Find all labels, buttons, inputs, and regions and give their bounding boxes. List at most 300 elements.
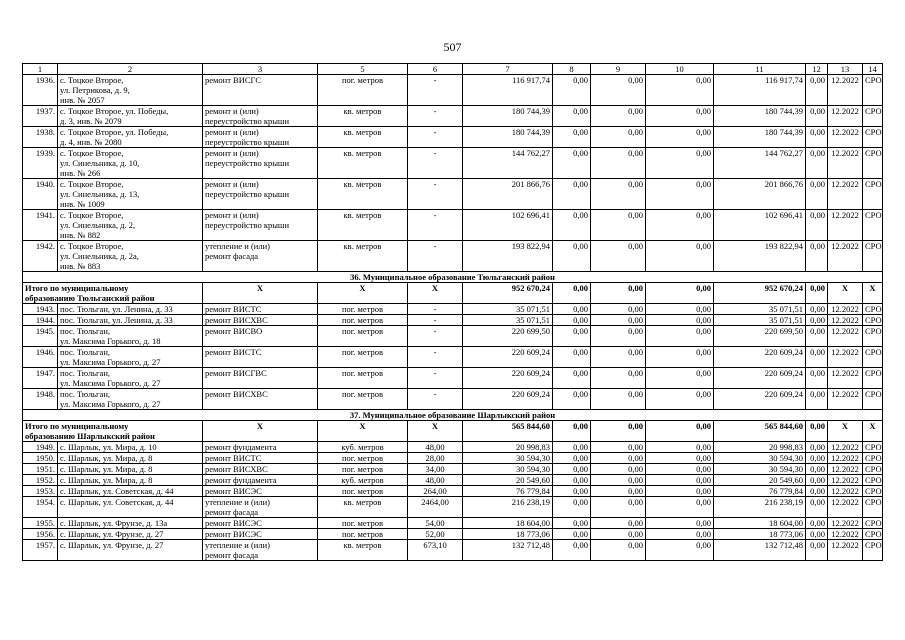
table-cell: 0,00 <box>591 497 646 518</box>
table-cell: СРО <box>863 326 883 347</box>
table-cell: СРО <box>863 389 883 410</box>
table-cell: 0,00 <box>646 529 714 540</box>
table-cell: ремонт фундамента <box>203 475 318 486</box>
table-cell: 102 696,41 <box>714 210 806 241</box>
table-cell: пос. Тюльган, ул. Максима Горького, д. 27 <box>58 368 203 389</box>
table-row <box>23 475 883 486</box>
header-cell: 2 <box>58 64 203 75</box>
table-cell: 0,00 <box>553 475 591 486</box>
table-cell: 1950. <box>23 453 58 464</box>
table-cell: с. Тоцкое Второе, ул. Синельника, д. 2, инв. № 882 <box>58 210 203 241</box>
table-cell: 12.2022 <box>828 241 863 272</box>
table-cell: 673,10 <box>408 540 463 561</box>
table-cell: 201 866,76 <box>463 179 553 210</box>
table-cell: 12.2022 <box>828 518 863 529</box>
table-cell: 0,00 <box>553 106 591 127</box>
table-cell: утепление и (или) ремонт фасада <box>203 540 318 561</box>
table-cell: ремонт ВИСТС <box>203 304 318 315</box>
table-cell: ремонт ВИСЭС <box>203 518 318 529</box>
table-row <box>23 106 883 127</box>
table-cell: 1955. <box>23 518 58 529</box>
total-cell: Х <box>203 283 318 304</box>
table-cell: 180 744,39 <box>714 106 806 127</box>
table-cell: 0,00 <box>806 75 828 106</box>
table-cell: 48,00 <box>408 442 463 453</box>
table-cell: 35 071,51 <box>463 315 553 326</box>
table-cell: 0,00 <box>806 304 828 315</box>
table-cell: ремонт ВИСТС <box>203 347 318 368</box>
table-cell: пог. метров <box>318 453 408 464</box>
table-cell: кв. метров <box>318 540 408 561</box>
table-cell: 12.2022 <box>828 148 863 179</box>
header-cell: 7 <box>463 64 553 75</box>
table-cell: ремонт и (или) переустройство крыши <box>203 179 318 210</box>
table-cell: 20 998,83 <box>463 442 553 453</box>
table-cell: - <box>408 347 463 368</box>
table-cell: с. Шарлык, ул. Мира, д. 8 <box>58 475 203 486</box>
table-cell: 0,00 <box>553 464 591 475</box>
table-cell: 0,00 <box>591 453 646 464</box>
table-cell: 0,00 <box>553 210 591 241</box>
table-cell: с. Тоцкое Второе, ул. Синельника, д. 13, инв. № 1009 <box>58 179 203 210</box>
table-cell: 193 822,94 <box>463 241 553 272</box>
table-cell: 35 071,51 <box>714 304 806 315</box>
total-cell: 0,00 <box>806 421 828 442</box>
table-cell: 1946. <box>23 347 58 368</box>
table-cell: 0,00 <box>591 127 646 148</box>
table-cell: СРО <box>863 75 883 106</box>
works-table <box>22 63 883 561</box>
table-cell: с. Шарлык, ул. Фрунзе, д. 13а <box>58 518 203 529</box>
table-cell: - <box>408 368 463 389</box>
header-cell: 5 <box>318 64 408 75</box>
total-cell: Х <box>408 421 463 442</box>
table-row <box>23 497 883 518</box>
table-cell: 0,00 <box>806 241 828 272</box>
table-cell: куб. метров <box>318 442 408 453</box>
table-cell: 0,00 <box>646 326 714 347</box>
table-cell: с. Шарлык, ул. Советская, д. 44 <box>58 497 203 518</box>
table-row <box>23 540 883 561</box>
section-header-row <box>23 410 883 421</box>
table-cell: пог. метров <box>318 529 408 540</box>
table-cell: 1937. <box>23 106 58 127</box>
table-cell: 30 594,30 <box>714 453 806 464</box>
table-cell: 0,00 <box>591 148 646 179</box>
table-cell: 0,00 <box>646 368 714 389</box>
table-cell: 12.2022 <box>828 210 863 241</box>
table-cell: 12.2022 <box>828 75 863 106</box>
page-number: 507 <box>443 40 462 54</box>
table-row <box>23 315 883 326</box>
table-row <box>23 304 883 315</box>
table-cell: пос. Тюльган, ул. Ленина, д. 33 <box>58 304 203 315</box>
total-cell: 565 844,60 <box>463 421 553 442</box>
table-cell: 12.2022 <box>828 389 863 410</box>
table-cell: 12.2022 <box>828 497 863 518</box>
table-cell: 35 071,51 <box>463 304 553 315</box>
table-cell: 0,00 <box>646 518 714 529</box>
table-cell: 0,00 <box>806 475 828 486</box>
table-cell: 0,00 <box>591 179 646 210</box>
table-cell: пог. метров <box>318 304 408 315</box>
table-cell: 0,00 <box>591 442 646 453</box>
table-cell: ремонт и (или) переустройство крыши <box>203 106 318 127</box>
section-title: 36. Муниципальное образование Тюльганский район <box>23 272 883 283</box>
table-cell: 20 549,60 <box>463 475 553 486</box>
table-cell: с. Тоцкое Второе, ул. Синельника, д. 2а, инв. № 883 <box>58 241 203 272</box>
table-cell: 12.2022 <box>828 106 863 127</box>
table-cell: 180 744,39 <box>463 127 553 148</box>
table-cell: 0,00 <box>806 486 828 497</box>
table-cell: с. Тоцкое Второе, ул. Синельника, д. 10, инв. № 266 <box>58 148 203 179</box>
table-row <box>23 389 883 410</box>
table-cell: СРО <box>863 347 883 368</box>
table-cell: 0,00 <box>806 389 828 410</box>
table-cell: - <box>408 326 463 347</box>
table-cell: ремонт ВИСХВС <box>203 464 318 475</box>
table-cell: 1938. <box>23 127 58 148</box>
table-cell: 0,00 <box>806 127 828 148</box>
table-cell: - <box>408 389 463 410</box>
table-cell: 0,00 <box>646 148 714 179</box>
header-cell: 6 <box>408 64 463 75</box>
table-cell: 20 549,60 <box>714 475 806 486</box>
table-cell: СРО <box>863 127 883 148</box>
table-cell: 0,00 <box>646 497 714 518</box>
table-row <box>23 368 883 389</box>
table-cell: куб. метров <box>318 475 408 486</box>
table-cell: ремонт ВИСЭС <box>203 486 318 497</box>
total-label: Итого по муниципальному образованию Шарлыкский район <box>23 421 203 442</box>
table-cell: 0,00 <box>553 486 591 497</box>
table-cell: 1951. <box>23 464 58 475</box>
table-cell: 0,00 <box>553 315 591 326</box>
header-cell: 14 <box>863 64 883 75</box>
table-cell: ремонт фундамента <box>203 442 318 453</box>
table-row <box>23 529 883 540</box>
table-cell: 0,00 <box>806 106 828 127</box>
table-cell: 1936. <box>23 75 58 106</box>
table-cell: 0,00 <box>806 347 828 368</box>
table-cell: СРО <box>863 210 883 241</box>
table-cell: 1943. <box>23 304 58 315</box>
table-cell: 0,00 <box>646 464 714 475</box>
total-cell: 0,00 <box>806 283 828 304</box>
table-cell: кв. метров <box>318 210 408 241</box>
table-cell: 35 071,51 <box>714 315 806 326</box>
table-cell: с. Тоцкое Второе, ул. Победы, д. 3, инв. № 2079 <box>58 106 203 127</box>
table-cell: 0,00 <box>591 518 646 529</box>
table-cell: пог. метров <box>318 326 408 347</box>
total-cell: Х <box>828 283 863 304</box>
table-cell: 0,00 <box>646 453 714 464</box>
table-cell: 0,00 <box>591 475 646 486</box>
table-cell: 116 917,74 <box>463 75 553 106</box>
table-cell: пог. метров <box>318 368 408 389</box>
table-cell: 0,00 <box>646 442 714 453</box>
total-cell: 0,00 <box>553 421 591 442</box>
table-cell: 12.2022 <box>828 540 863 561</box>
table-cell: 0,00 <box>553 529 591 540</box>
table-cell: пог. метров <box>318 486 408 497</box>
table-cell: 0,00 <box>646 304 714 315</box>
table-cell: 144 762,27 <box>714 148 806 179</box>
table-cell: 220 609,24 <box>463 368 553 389</box>
table-cell: 12.2022 <box>828 347 863 368</box>
table-cell: 12.2022 <box>828 442 863 453</box>
table-cell: ремонт ВИСЭС <box>203 529 318 540</box>
table-cell: 220 609,24 <box>463 389 553 410</box>
table-cell: 216 238,19 <box>463 497 553 518</box>
total-cell: 0,00 <box>646 283 714 304</box>
table-row <box>23 75 883 106</box>
table-cell: 0,00 <box>553 453 591 464</box>
table-cell: 12.2022 <box>828 529 863 540</box>
table-cell: 0,00 <box>553 368 591 389</box>
table-cell: с. Шарлык, ул. Советская, д. 44 <box>58 486 203 497</box>
table-cell: 116 917,74 <box>714 75 806 106</box>
table-cell: 18 773,06 <box>714 529 806 540</box>
table-cell: 102 696,41 <box>463 210 553 241</box>
table-cell: СРО <box>863 497 883 518</box>
table-cell: 220 699,50 <box>714 326 806 347</box>
table-cell: 1953. <box>23 486 58 497</box>
table-cell: - <box>408 315 463 326</box>
table-cell: 0,00 <box>553 148 591 179</box>
total-cell: 952 670,24 <box>463 283 553 304</box>
total-cell: Х <box>863 283 883 304</box>
table-cell: с. Шарлык, ул. Мира, д. 8 <box>58 464 203 475</box>
header-cell: 9 <box>591 64 646 75</box>
table-cell: 0,00 <box>646 106 714 127</box>
table-cell: 1957. <box>23 540 58 561</box>
table-cell: ремонт и (или) переустройство крыши <box>203 210 318 241</box>
table-cell: СРО <box>863 464 883 475</box>
table-cell: 0,00 <box>806 518 828 529</box>
table-row <box>23 486 883 497</box>
table-cell: 12.2022 <box>828 464 863 475</box>
total-cell: 0,00 <box>553 283 591 304</box>
table-cell: СРО <box>863 304 883 315</box>
table-cell: 0,00 <box>553 241 591 272</box>
total-cell: 565 844,60 <box>714 421 806 442</box>
table-cell: 12.2022 <box>828 486 863 497</box>
table-cell: СРО <box>863 241 883 272</box>
table-cell: утепление и (или) ремонт фасада <box>203 241 318 272</box>
table-cell: 0,00 <box>553 540 591 561</box>
table-cell: кв. метров <box>318 127 408 148</box>
table-cell: ремонт и (или) переустройство крыши <box>203 148 318 179</box>
table-cell: - <box>408 304 463 315</box>
table-cell: 132 712,48 <box>714 540 806 561</box>
table-cell: 0,00 <box>806 148 828 179</box>
table-cell: кв. метров <box>318 148 408 179</box>
table-cell: 0,00 <box>553 75 591 106</box>
table-cell: 0,00 <box>806 464 828 475</box>
header-row <box>23 64 883 75</box>
table-cell: пос. Тюльган, ул. Максима Горького, д. 18 <box>58 326 203 347</box>
total-row <box>23 421 883 442</box>
table-cell: пог. метров <box>318 464 408 475</box>
total-cell: Х <box>828 421 863 442</box>
table-cell: СРО <box>863 486 883 497</box>
table-cell: кв. метров <box>318 497 408 518</box>
table-cell: 12.2022 <box>828 127 863 148</box>
table-cell: 220 609,24 <box>714 389 806 410</box>
table-cell: 0,00 <box>646 347 714 368</box>
table-cell: ремонт ВИСГС <box>203 75 318 106</box>
header-cell: 13 <box>828 64 863 75</box>
table-cell: 1940. <box>23 179 58 210</box>
table-cell: кв. метров <box>318 241 408 272</box>
table-cell: 12.2022 <box>828 315 863 326</box>
table-cell: 0,00 <box>806 179 828 210</box>
table-cell: кв. метров <box>318 106 408 127</box>
table-cell: 0,00 <box>553 179 591 210</box>
table-cell: пог. метров <box>318 518 408 529</box>
table-cell: 0,00 <box>553 127 591 148</box>
total-cell: Х <box>318 283 408 304</box>
table-cell: ремонт ВИСГВС <box>203 368 318 389</box>
table-cell: кв. метров <box>318 179 408 210</box>
table-cell: СРО <box>863 442 883 453</box>
table-cell: СРО <box>863 179 883 210</box>
table-cell: 0,00 <box>646 540 714 561</box>
table-cell: пог. метров <box>318 347 408 368</box>
table-cell: 0,00 <box>806 529 828 540</box>
table-cell: 18 604,00 <box>463 518 553 529</box>
table-cell: СРО <box>863 540 883 561</box>
table-cell: 0,00 <box>591 486 646 497</box>
table-cell: 76 779,84 <box>463 486 553 497</box>
table-cell: 0,00 <box>591 241 646 272</box>
table-cell: 0,00 <box>806 540 828 561</box>
table-row <box>23 442 883 453</box>
table-cell: 12.2022 <box>828 326 863 347</box>
table-cell: 0,00 <box>591 210 646 241</box>
table-cell: 0,00 <box>591 106 646 127</box>
table-row <box>23 210 883 241</box>
header-cell: 12 <box>806 64 828 75</box>
total-cell: Х <box>863 421 883 442</box>
table-cell: 1949. <box>23 442 58 453</box>
table-cell: пог. метров <box>318 389 408 410</box>
table-cell: 76 779,84 <box>714 486 806 497</box>
table-cell: ремонт ВИСХВС <box>203 389 318 410</box>
table-cell: 12.2022 <box>828 453 863 464</box>
table-cell: 0,00 <box>553 389 591 410</box>
table-cell: пос. Тюльган, ул. Ленина, д. 33 <box>58 315 203 326</box>
table-cell: с. Шарлык, ул. Фрунзе, д. 27 <box>58 540 203 561</box>
table-cell: 264,00 <box>408 486 463 497</box>
table-cell: - <box>408 241 463 272</box>
table-cell: 48,00 <box>408 475 463 486</box>
table-cell: 12.2022 <box>828 179 863 210</box>
total-row <box>23 283 883 304</box>
table-cell: 18 773,06 <box>463 529 553 540</box>
table-cell: - <box>408 148 463 179</box>
table-cell: 34,00 <box>408 464 463 475</box>
table-cell: 132 712,48 <box>463 540 553 561</box>
table-cell: 0,00 <box>646 210 714 241</box>
table-cell: 0,00 <box>646 486 714 497</box>
total-label: Итого по муниципальному образованию Тюльганский район <box>23 283 203 304</box>
table-cell: 0,00 <box>553 442 591 453</box>
table-cell: 0,00 <box>806 497 828 518</box>
total-cell: Х <box>408 283 463 304</box>
table-cell: 0,00 <box>806 326 828 347</box>
table-cell: 1939. <box>23 148 58 179</box>
table-cell: СРО <box>863 315 883 326</box>
table-cell: 0,00 <box>806 210 828 241</box>
table-cell: 0,00 <box>646 389 714 410</box>
table-cell: 220 609,24 <box>463 347 553 368</box>
table-cell: 0,00 <box>806 442 828 453</box>
table-cell: утепление и (или) ремонт фасада <box>203 497 318 518</box>
table-cell: СРО <box>863 475 883 486</box>
table-cell: 1945. <box>23 326 58 347</box>
table-cell: 1952. <box>23 475 58 486</box>
table-cell: СРО <box>863 106 883 127</box>
table-row <box>23 241 883 272</box>
table-row <box>23 464 883 475</box>
table-cell: 180 744,39 <box>463 106 553 127</box>
table-cell: 0,00 <box>591 75 646 106</box>
table-cell: 180 744,39 <box>714 127 806 148</box>
table-cell: СРО <box>863 518 883 529</box>
table-cell: 220 699,50 <box>463 326 553 347</box>
table-cell: 0,00 <box>646 179 714 210</box>
table-cell: 1956. <box>23 529 58 540</box>
table-cell: - <box>408 106 463 127</box>
table-cell: 28,00 <box>408 453 463 464</box>
table-cell: 0,00 <box>553 347 591 368</box>
table-cell: с. Шарлык, ул. Фрунзе, д. 27 <box>58 529 203 540</box>
table-cell: 0,00 <box>553 304 591 315</box>
table-row <box>23 453 883 464</box>
table-cell: 12.2022 <box>828 475 863 486</box>
table-cell: 0,00 <box>553 326 591 347</box>
table-cell: 0,00 <box>646 75 714 106</box>
table-cell: 0,00 <box>806 453 828 464</box>
table-cell: пос. Тюльган, ул. Максима Горького, д. 27 <box>58 389 203 410</box>
table-cell: 30 594,30 <box>463 453 553 464</box>
table-cell: с. Тоцкое Второе, ул. Петрикова, д. 9, инв. № 2057 <box>58 75 203 106</box>
total-cell: Х <box>318 421 408 442</box>
table-cell: 1942. <box>23 241 58 272</box>
table-cell: 0,00 <box>591 315 646 326</box>
table-cell: 0,00 <box>646 241 714 272</box>
table-cell: 144 762,27 <box>463 148 553 179</box>
header-cell: 3 <box>203 64 318 75</box>
table-cell: 0,00 <box>591 326 646 347</box>
table-cell: 193 822,94 <box>714 241 806 272</box>
table-cell: - <box>408 179 463 210</box>
total-cell: 952 670,24 <box>714 283 806 304</box>
table-cell: 220 609,24 <box>714 347 806 368</box>
table-cell: 30 594,30 <box>714 464 806 475</box>
table-cell: 30 594,30 <box>463 464 553 475</box>
table-cell: 0,00 <box>591 529 646 540</box>
table-cell: с. Тоцкое Второе, ул. Победы, д. 4, инв. № 2080 <box>58 127 203 148</box>
table-cell: 0,00 <box>553 497 591 518</box>
table-cell: 0,00 <box>591 389 646 410</box>
table-cell: 1944. <box>23 315 58 326</box>
table-cell: 0,00 <box>806 315 828 326</box>
table-cell: 0,00 <box>591 347 646 368</box>
table-row <box>23 326 883 347</box>
